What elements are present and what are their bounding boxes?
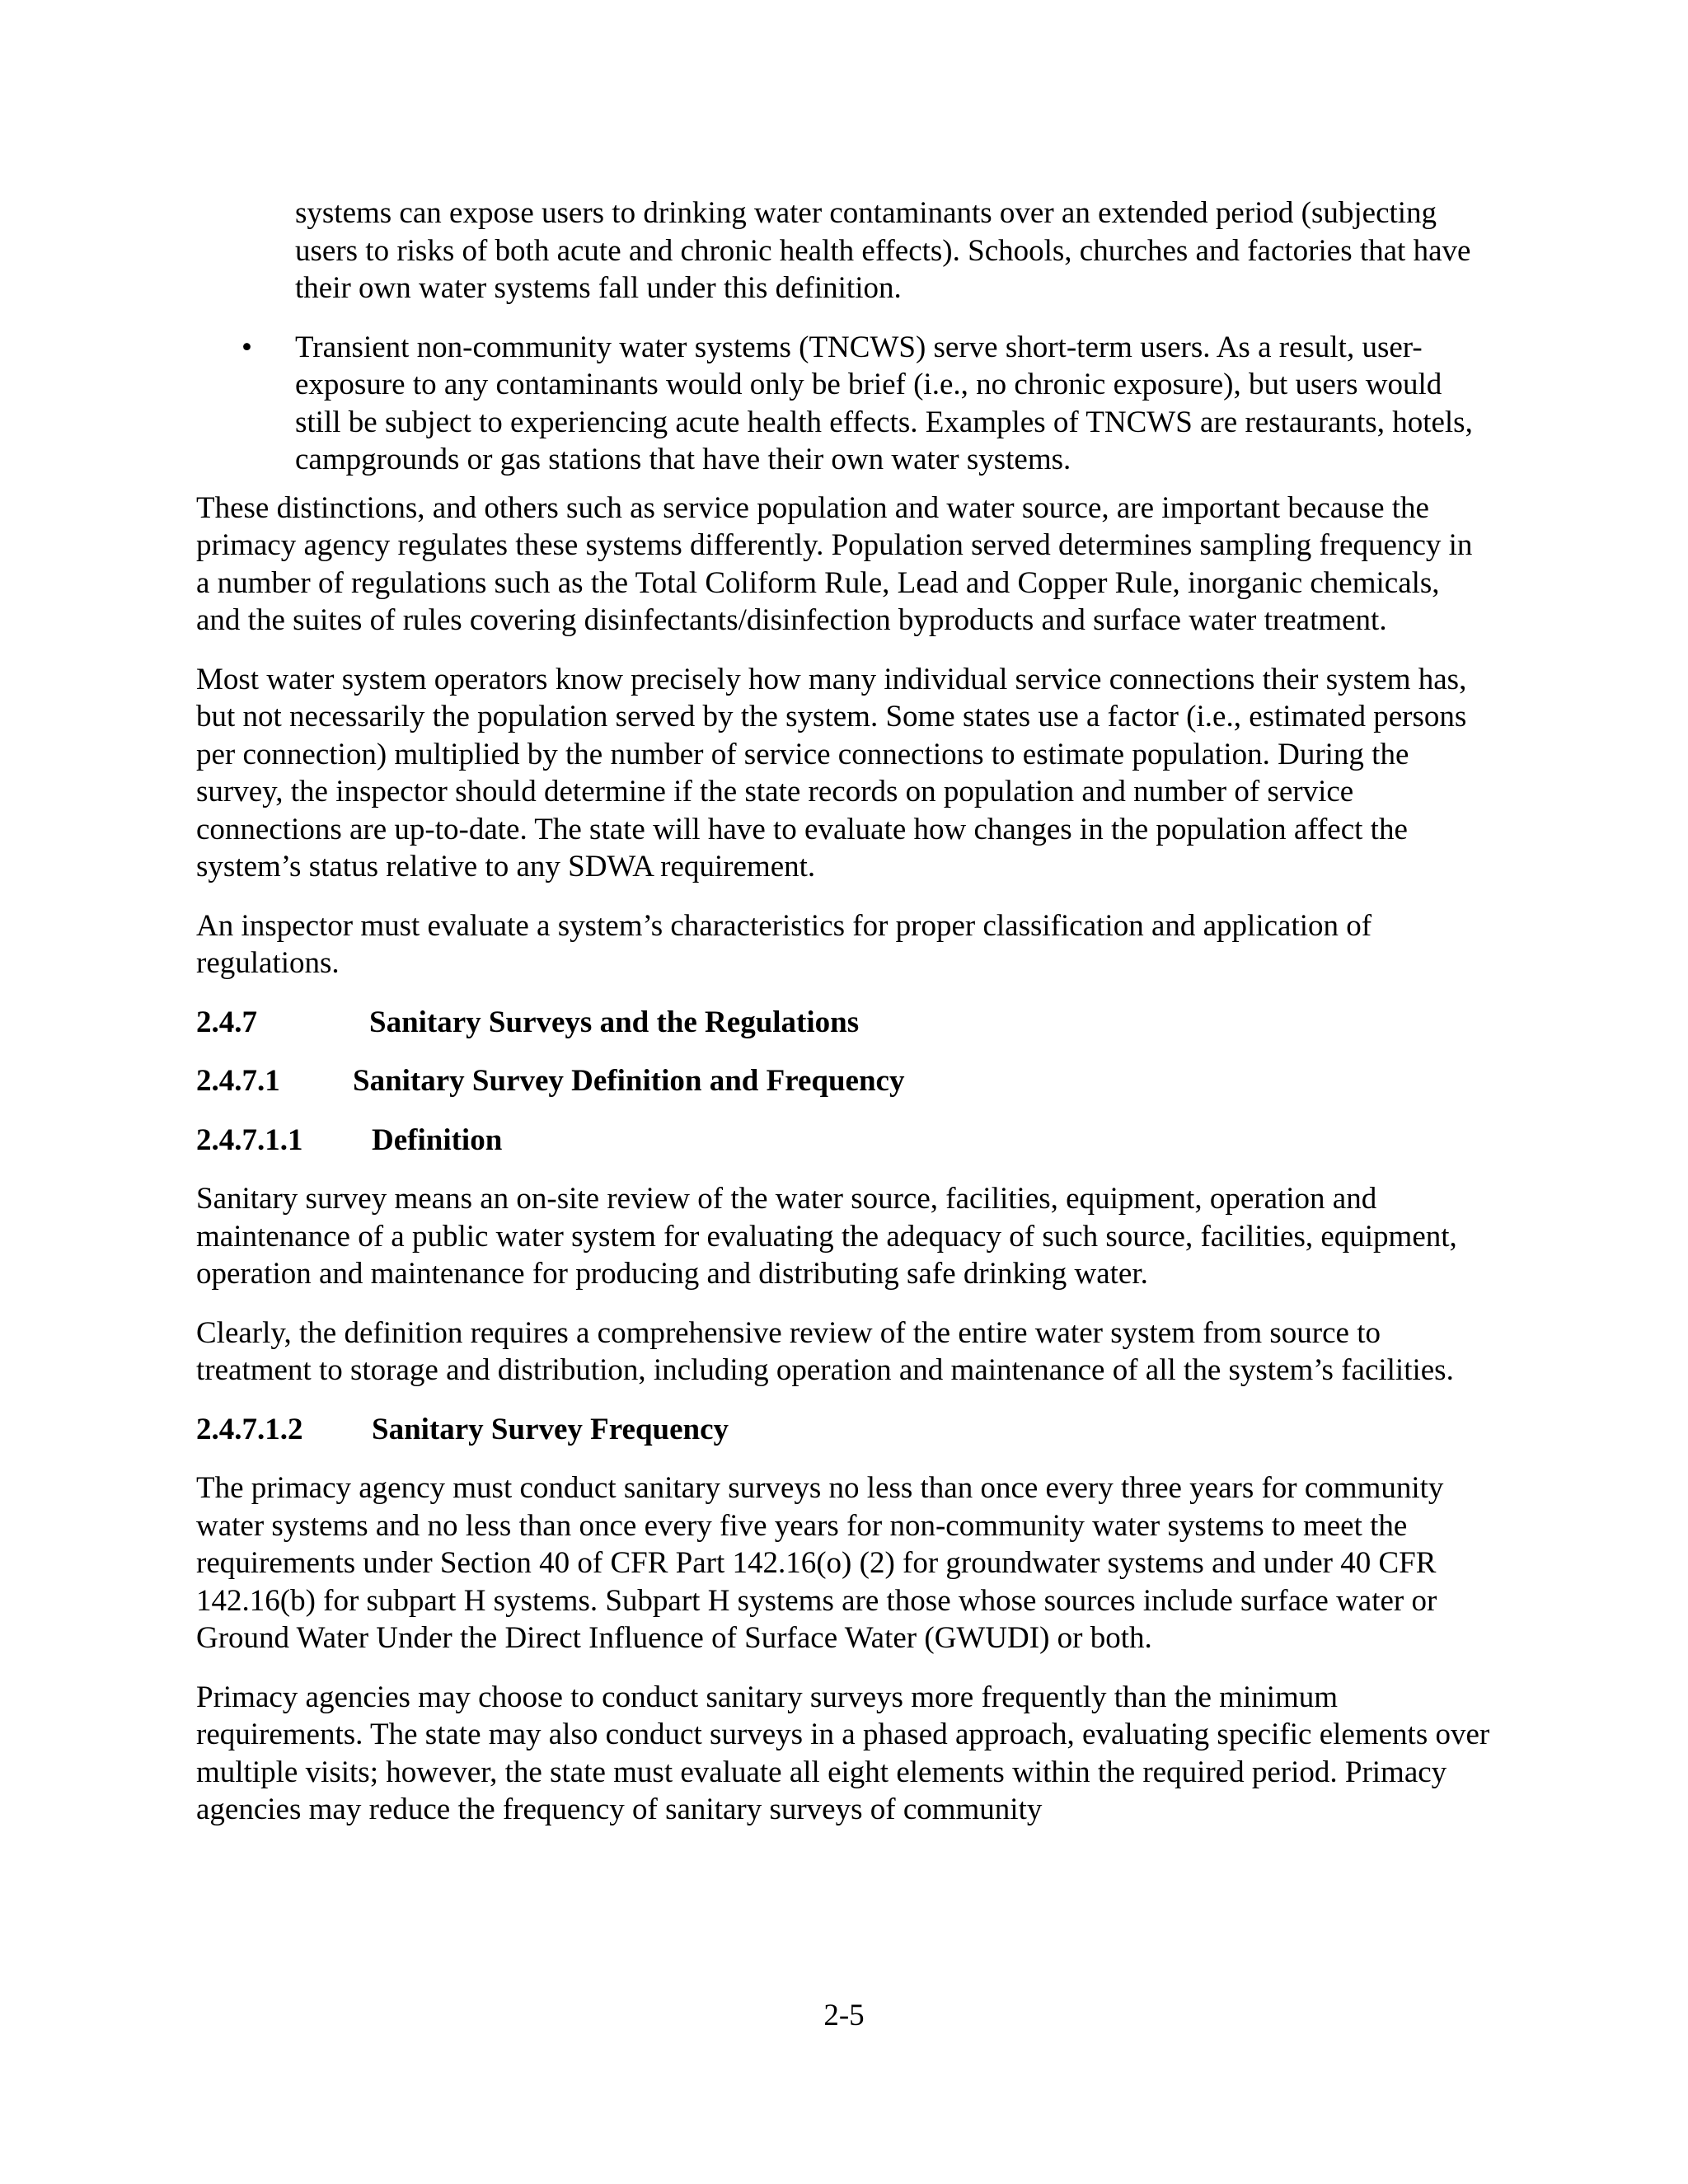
section-title: Sanitary Survey Definition and Frequency [353,1064,905,1098]
bullet-icon: • [241,330,252,364]
paragraph-clearly: Clearly, the definition requires a comprehensive review of the entire water system from source to treatment to storage and distribution, including operation and maintenance of all the system’s facilities. [196,1315,1454,1387]
paragraph-distinctions: These distinctions, and others such as service population and water source, are important because the primacy agency regulates these systems differently. Population served determines sampling frequency in a number of regulations such as the Total Coliform Rule, Lead and Copper Rule, inorganic chemicals, and the suites of rules covering disinfectants/disinfection byproducts and surface water treatment. [196,490,1473,637]
page-number: 2-5 [823,1999,865,2032]
section-number: 2.4.7.1 [196,1064,280,1098]
section-title: Sanitary Survey Frequency [372,1412,729,1446]
paragraph-definition: Sanitary survey means an on-site review of the water source, facilities, equipment, operation and maintenance of a public water system for evaluating the adequacy of such source, facilities, equipment, operation and maintenance for producing and distributing safe drinking water. [196,1182,1457,1291]
continued-paragraph: systems can expose users to drinking water contaminants over an extended period (subjecting users to risks of both acute and chronic health effects). Schools, churches and factories that have their own water systems fall under this definition. [295,196,1471,305]
section-title: Sanitary Surveys and the Regulations [369,1005,860,1039]
section-number: 2.4.7 [196,1005,257,1039]
paragraph-frequency: The primacy agency must conduct sanitary surveys no less than once every three years for community water systems and no less than once every five years for non-community water systems to meet the requirements under Section 40 of CFR Part 142.16(o) (2) for groundwater systems and under 40 CFR 142.16(b) for subpart H systems. Subpart H systems are those whose sources include surface water or Ground Water Under the Direct Influence of Surface Water (GWUDI) or both. [196,1471,1444,1655]
document-page [196,194,1490,1850]
section-number: 2.4.7.1.2 [196,1412,303,1446]
section-heading-2-4-7-1-1 [196,1122,1490,1160]
bullet-item-tncws [196,329,1490,479]
section-title: Definition [372,1122,503,1157]
section-heading-2-4-7-1-2 [196,1411,1490,1449]
section-number: 2.4.7.1.1 [196,1122,303,1157]
paragraph-inspector: An inspector must evaluate a system’s characteristics for proper classification and application of regulations. [196,908,1372,980]
bullet-text: Transient non-community water systems (TNCWS) serve short-term users. As a result, user-exposure to any contaminants would only be brief (i.e., no chronic exposure), but users would still be subject to experiencing acute health effects. Examples of TNCWS are restaurants, hotels, campgrounds or gas stations that have their own water systems. [295,330,1473,476]
paragraph-primacy: Primacy agencies may choose to conduct sanitary surveys more frequently than the minimum requirements. The state may also conduct surveys in a phased approach, evaluating specific elements over multiple visits; however, the state must evaluate all eight elements within the required period. Primacy agencies may reduce the frequency of sanitary surveys of community [196,1680,1490,1826]
section-heading-2-4-7-1 [196,1062,1490,1100]
paragraph-operators: Most water system operators know precisely how many individual service connections their system has, but not necessarily the population served by the system. Some states use a factor (i.e., estimated persons per connection) multiplied by the number of service connections to estimate population. During the survey, the inspector should determine if the state records on population and number of service connections are up-to-date. The state will have to evaluate how changes in the population affect the system’s status relative to any SDWA requirement. [196,662,1467,883]
section-heading-2-4-7 [196,1004,1490,1042]
